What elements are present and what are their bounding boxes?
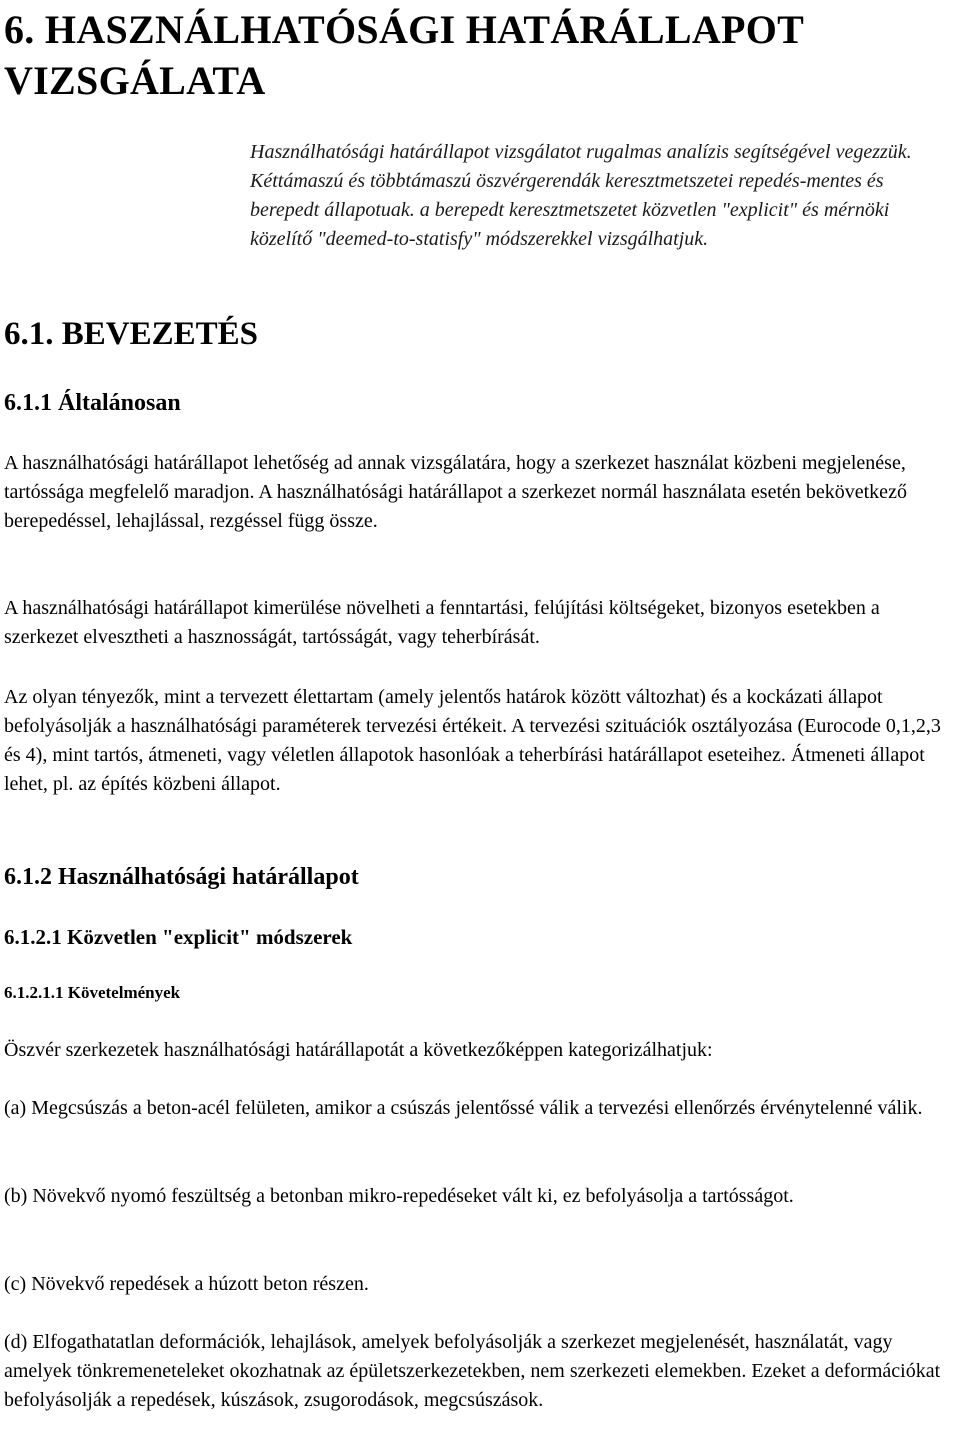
paragraph-general-3: Az olyan tényezők, mint a tervezett élettartam (amely jelentős határok között változhat) és a kockázati állapot befolyásolják a használhatósági paraméterek tervezési értékeit. A tervezési szituációk osztályozása (Eurocode 0,1,2,3 és 4), mint tartós, átmeneti, vagy véletlen állapotok hasonlóak a teherbírási határállapot eseteihez. Átmeneti állapot lehet, pl. az építés közbeni állapot. — [4, 686, 941, 795]
subsection-title-6-1-2-1: 6.1.2.1 Közvetlen "explicit" módszerek — [4, 925, 353, 949]
chapter-intro: Használhatósági határállapot vizsgálatot rugalmas analízis segítségével vegezzük. Kéttámaszú és többtámaszú öszvérgerendák keresztmetszetei repedés-mentes és berepedt állapotuak. a berepedt keresztmetszetet közvetlen "explicit" és mérnöki közelítő "deemed-to-statisfy" módszerekkel vizsgálhatjuk. — [250, 141, 912, 250]
list-item-c: (c) Növekvő repedések a húzott beton részen. — [4, 1273, 369, 1295]
section-title-6-1: 6.1. BEVEZETÉS — [4, 316, 259, 352]
chapter-title — [4, 4, 954, 106]
list-item-d: (d) Elfogathatatlan deformációk, lehajlások, amelyek befolyásolják a szerkezet megjelenését, használatát, vagy amelyek tönkremeneteleket okozhatnak az épületszerkezetekben, nem szerkezeti elemekben. Ezeket a deformációkat befolyásolják a repedések, kúszások, zsugorodások, megcsúszások. — [4, 1331, 941, 1411]
chapter-title-line-2: VIZSGÁLATA — [4, 58, 266, 103]
paragraph-general-2: A használhatósági határállapot kimerülése növelheti a fenntartási, felújítási költségeket, bizonyos esetekben a szerkezet elvesztheti a hasznosságát, tartósságát, vagy teherbírását. — [4, 597, 880, 648]
subsection-title-6-1-2-1-1: 6.1.2.1.1 Követelmények — [4, 983, 181, 1002]
requirements-lead: Öszvér szerkezetek használhatósági határállapotát a következőképpen kategorizálhatjuk: — [4, 1039, 713, 1061]
paragraph-general-1: A használhatósági határállapot lehetőség ad annak vizsgálatára, hogy a szerkezet használat közbeni megjelenése, tartóssága megfelelő maradjon. A használhatósági határállapot a szerkezet normál használata esetén bekövetkező berepedéssel, lehajlással, rezgéssel függ össze. — [4, 452, 907, 532]
list-item-a: (a) Megcsúszás a beton-acél felületen, amikor a csúszás jelentőssé válik a tervezési ellenőrzés érvénytelenné válik. — [4, 1097, 923, 1119]
chapter-title-line-1: 6. HASZNÁLHATÓSÁGI HATÁRÁLLAPOT — [4, 7, 805, 52]
subsection-title-6-1-1: 6.1.1 Általánosan — [4, 390, 181, 416]
list-item-b: (b) Növekvő nyomó feszültség a betonban mikro-repedéseket vált ki, ez befolyásolja a tartósságot. — [4, 1185, 794, 1207]
subsection-title-6-1-2: 6.1.2 Használhatósági határállapot — [4, 864, 359, 890]
